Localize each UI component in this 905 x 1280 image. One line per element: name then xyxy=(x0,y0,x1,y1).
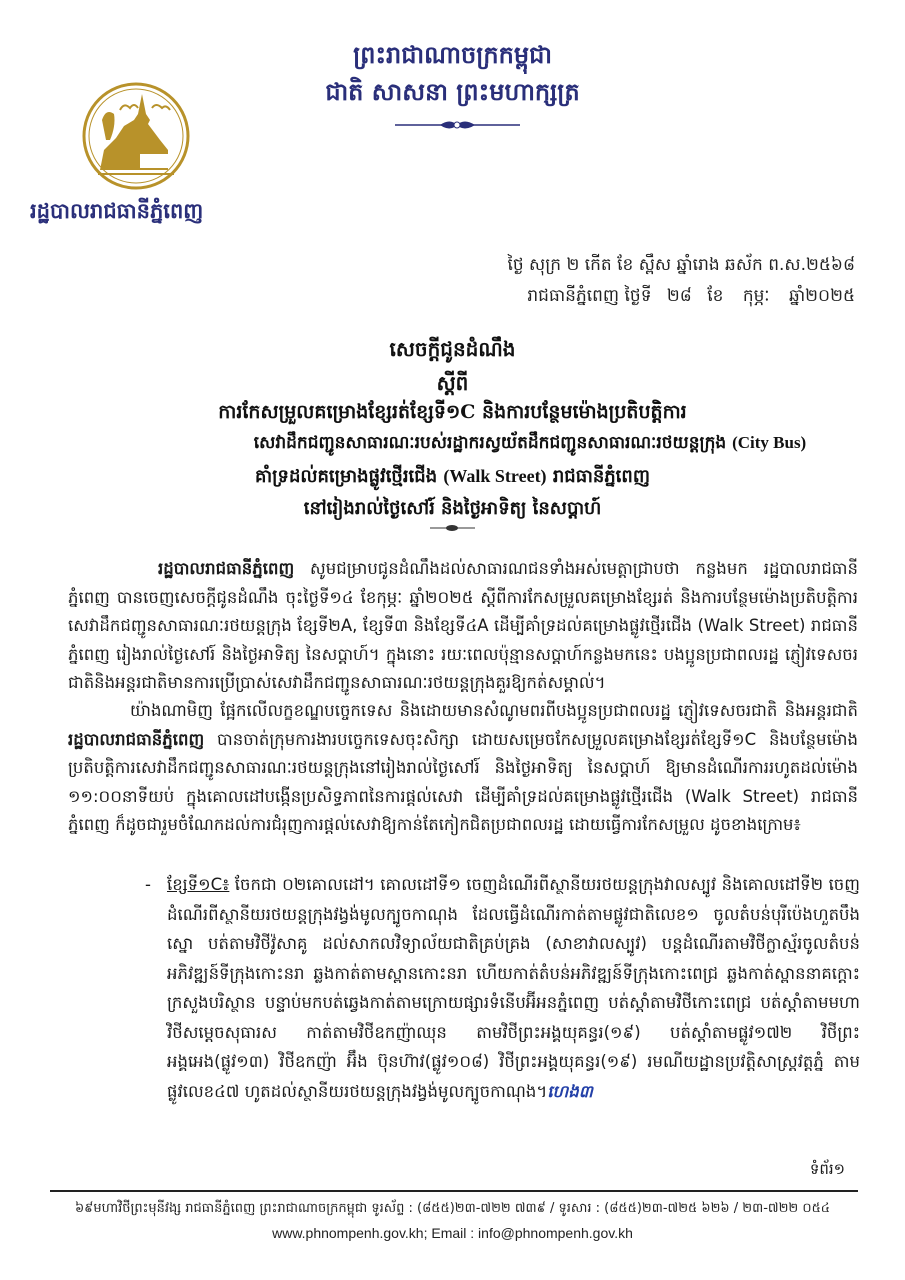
notice-subject-line-3 xyxy=(0,464,905,491)
subject-line-3-en: (Walk Street) xyxy=(443,466,547,486)
subject-line-3-kh-b: រាជធានីភ្នំពេញ xyxy=(552,466,650,487)
national-motto: ជាតិ សាសនា ព្រះមហាក្សត្រ xyxy=(325,77,580,106)
page-number: ទំព័រ១ xyxy=(809,1160,845,1178)
solar-month: កុម្ភៈ xyxy=(742,286,770,306)
paragraph-1-text: សូមជម្រាបជូនដំណឹងដល់សាធារណជនទាំងអស់មេត្តាជ្រាបថា កន្លងមក រដ្ឋបាលរាជធានីភ្នំពេញ បានចេញសេចក្តីជូនដំណឹង ចុះថ្ងៃទី១៤ ខែកុម្ភៈ ឆ្នាំ២០២៥ ស្តីពីការកែសម្រួលគម្រោងខ្សែរត់ និងការបន្ថែមម៉ោងប្រតិបត្តិការសេវាដឹកជញ្ជូនសាធារណៈរថយន្តក្រុង ខ្សែទី២A, ខ្សែទី៣ និងខ្សែទី៤A ដើម្បីគាំទ្រដល់គម្រោងផ្លូវថ្មើរជើង (Walk Street) រាជធានីភ្នំពេញ រៀងរាល់ថ្ងៃសៅរ៍ និងថ្ងៃអាទិត្យ នៃសប្តាហ៍។ ក្នុងនោះ រយៈពេលប៉ុន្មានសប្តាហ៍កន្លងមកនេះ បងប្អូនប្រជាពលរដ្ឋ ភ្ញៀវទេសចរជាតិនិងអន្តរជាតិមានការប្រើប្រាស់សេវាដឹកជញ្ជូនសាធារណៈរថយន្តក្រុងគួរឱ្យកត់សម្គាល់។ xyxy=(68,559,858,693)
solar-year: ឆ្នាំ២០២៥ xyxy=(789,286,855,306)
paragraph-2-text-a: យ៉ាងណាមិញ ផ្អែកលើលក្ខខណ្ឌបច្ចេកទេស និងដោយមានសំណូមពរពីបងប្អូនប្រជាពលរដ្ឋ ភ្ញៀវទេសចរជាតិ និងអន្តរជាតិ xyxy=(130,701,858,720)
solar-date xyxy=(527,285,855,310)
bullet-dash: - xyxy=(145,875,151,894)
paragraph-1 xyxy=(68,555,858,698)
footer-address: ៦៩មហាវិថីព្រះមុនីវង្ស រាជធានីភ្នំពេញ ព្រះរាជាណាចក្រកម្ពុជា ទូរស័ព្ទ : (៨៥៥)២៣-៧២២ ៧៣៩ / ទូរសារ : (៨៥៥)២៣-៧២៥ ៦២៦ / ២៣-៧២២ ០៥៤ xyxy=(74,1201,831,1216)
phnom-penh-seal-logo-icon xyxy=(80,80,192,192)
paragraph-2 xyxy=(68,697,858,840)
lunar-date: ថ្ងៃ សុក្រ ២ កើត ខែ ស្ពឹស ឆ្នាំរោង ឆស័ក ព.ស.២៥៦៨ xyxy=(507,255,855,275)
footer-web-email: www.phnompenh.gov.kh; Email : info@phnompenh.gov.kh xyxy=(272,1225,633,1241)
solar-date-prefix: រាជធានីភ្នំពេញ ថ្ងៃទី xyxy=(527,286,652,306)
paragraph-2-text-b: បានចាត់ក្រុមការងារបច្ចេកទេសចុះសិក្សា ដោយសម្រេចកែសម្រួលគម្រោងខ្សែរត់ខ្សែទី១C និងបន្ថែមម៉ោងប្រតិបត្តិការសេវាដឹកជញ្ជូនសាធារណៈរថយន្តក្រុងនៅរៀងរាល់ថ្ងៃសៅរ៍ និងថ្ងៃអាទិត្យ នៃសប្តាហ៍ ឱ្យមានដំណើរការរហូតដល់ម៉ោង ១១:០០នាទីយប់ ក្នុងគោលដៅបង្កើនប្រសិទ្ធភាពនៃការផ្តល់សេវា ដើម្បីគាំទ្រដល់គម្រោងផ្លូវថ្មើរជើង (Walk Street) រាជធានីភ្នំពេញ ក៏ដូចជារួមចំណែកដល់ការជំរុញការផ្តល់សេវាឱ្យកាន់តែកៀកជិតប្រជាពលរដ្ឋ ដោយធ្វើការកែសម្រួល ដូចខាងក្រោម៖ xyxy=(68,729,858,835)
small-ornament-icon xyxy=(430,524,475,532)
notice-subject-label: ស្តីពី xyxy=(436,371,469,395)
authority-name-bold: រដ្ឋបាលរាជធានីភ្នំពេញ xyxy=(158,559,295,578)
route-1c-bullet xyxy=(130,870,860,1106)
ornament-divider-icon xyxy=(395,118,520,132)
notice-subject-line-2 xyxy=(150,432,905,457)
footer-divider xyxy=(50,1190,858,1192)
solar-month-label: ខែ xyxy=(707,286,724,306)
notice-title: សេចក្តីជូនដំណឹង xyxy=(389,337,516,361)
subject-line-3-kh-a: គាំទ្រដល់គម្រោងផ្លូវថ្មើរជើង xyxy=(255,466,438,487)
route-description: ចែកជា ០២គោលដៅ។ គោលដៅទី១ ចេញដំណើរពីស្ថានីយរថយន្តក្រុងវាលស្បូវ និងគោលដៅទី២ ចេញដំណើរពីស្ថានីយរថយន្តក្រុងវង្វង់មូលក្បូចកាណុង ដែលធ្វើដំណើរកាត់តាមផ្លូវជាតិលេខ១ ចូលតំបន់បុរីប៉េងហួតបឹងស្នោ បត់តាមវិថីវ៉ូសាគូ ដល់សាកលវិទ្យាល័យជាតិគ្រប់គ្រង (សាខាវាលស្បូវ) បន្តដំណើរតាមវិថីក្លាស្ម័រចូលតំបន់អភិវឌ្ឍន៍ទីក្រុងកោះនរា ឆ្លងកាត់តាមស្ពានកោះនរា ហើយកាត់តំបន់អភិវឌ្ឍន៍ទីក្រុងកោះពេជ្រ ឆ្លងកាត់ស្ពាននាគក្តោះ ក្រសួងបរិស្ថាន បន្ទាប់មកបត់ឆ្វេងកាត់តាមក្រោយផ្សារទំនើបអ៊ីអនភ្នំពេញ បត់ស្តាំតាមវិថីកោះពេជ្រ បត់ស្តាំតាមមហាវិថីសម្តេចសុធារស កាត់តាមវិថីឧកញ៉ាឈុន តាមវិថីព្រះអង្គយុគន្ធរ(១៩) បត់ស្តាំតាមផ្លូវ១៧២ វិថីព្រះអង្គអេង(ផ្លូវ១៣) វិថីឧកញ៉ា អ៊ឹង ប៊ុនហ៊ាវ(ផ្លូវ១០៨) វិថីព្រះអង្គយុគន្ធរ(១៩) រមណីយដ្ឋានប្រវត្តិសាស្ត្រវត្តភ្នំ តាមផ្លូវលេខ៤៧ ហូតដល់ស្ថានីយរថយន្តក្រុងវង្វង់មូលក្បូចកាណុង។ xyxy=(167,875,860,1101)
issuing-authority: រដ្ឋបាលរាជធានីភ្នំពេញ xyxy=(30,198,204,223)
subject-line-2-kh: សេវាដឹកជញ្ជូនសាធារណៈរបស់រដ្ឋាករស្វយ័តដឹកជញ្ជូនសាធារណៈរថយន្តក្រុង xyxy=(253,433,727,453)
notice-subject-line-1: ការកែសម្រួលគម្រោងខ្សែរត់ខ្សែទី១C និងការបន្ថែមម៉ោងប្រតិបត្តិការ xyxy=(218,401,687,423)
kingdom-title: ព្រះរាជាណាចក្រកម្ពុជា xyxy=(353,40,552,69)
subject-line-2-en: (City Bus) xyxy=(732,433,807,452)
notice-subject-line-4: នៅរៀងរាល់ថ្ងៃសៅរ៍ និងថ្ងៃអាទិត្យ នៃសប្តាហ៍ xyxy=(303,498,602,519)
handwritten-initial: ហេង៣ xyxy=(547,1081,593,1101)
authority-name-bold: រដ្ឋបាលរាជធានីភ្នំពេញ xyxy=(68,729,205,749)
route-label: ខ្សែទី១C៖ xyxy=(167,875,230,894)
solar-day: ២៨ xyxy=(666,286,692,306)
